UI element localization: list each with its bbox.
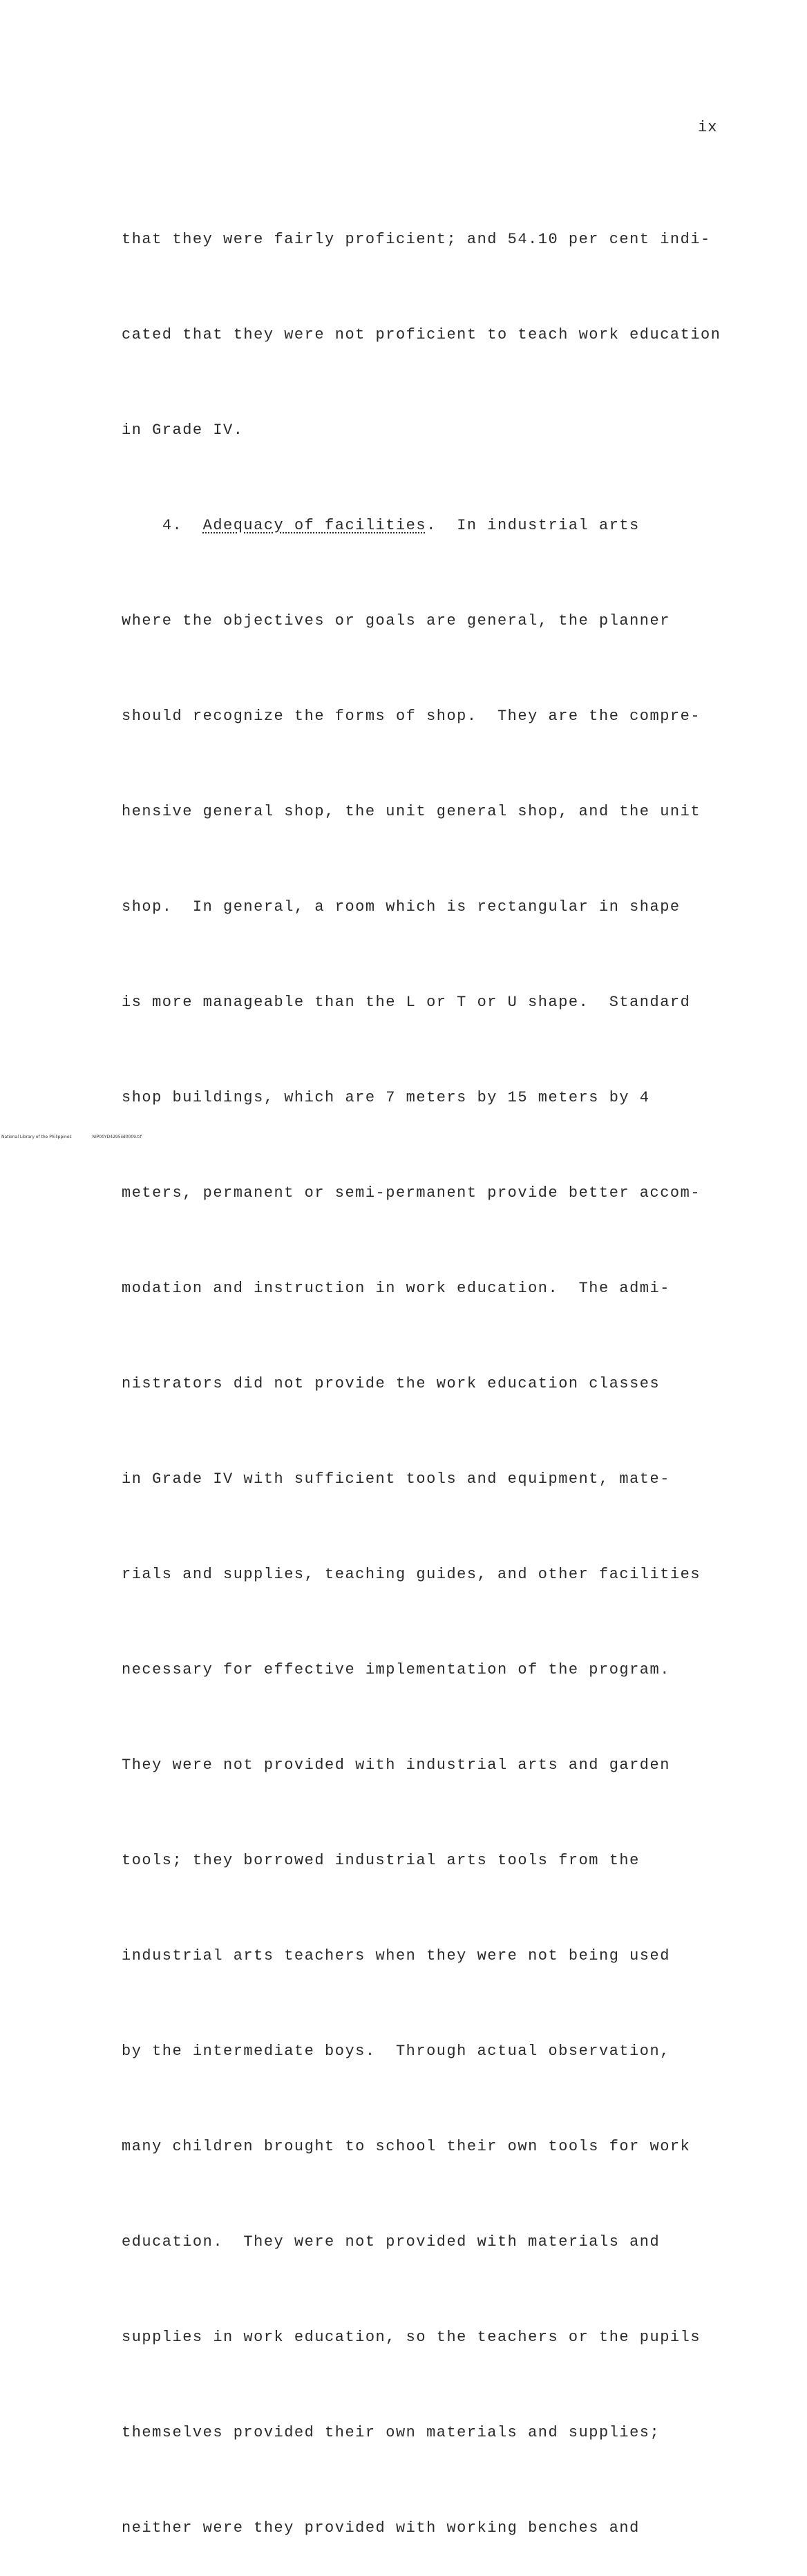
text-line: that they were fairly proficient; and 54.10 per cent indi-: [122, 231, 711, 248]
text-line: in Grade IV with sufficient tools and equipment, mate-: [122, 1470, 670, 1488]
text-line: tools; they borrowed industrial arts tools from the: [122, 1852, 640, 1869]
section-lead-text: In industrial arts: [457, 517, 640, 534]
text-line: should recognize the forms of shop. They are the compre-: [122, 708, 701, 725]
text-line: many children brought to school their own tools for work: [122, 2138, 691, 2155]
text-line: shop buildings, which are 7 meters by 15 meters by 4: [122, 1089, 650, 1106]
text-line: They were not provided with industrial arts and garden: [122, 1756, 670, 1774]
section-number: 4.: [162, 517, 183, 534]
text-line: modation and instruction in work education. The admi-: [122, 1280, 670, 1297]
text-line: nistrators did not provide the work education classes: [122, 1375, 661, 1392]
section-title: Adequacy of facilities: [202, 517, 427, 534]
document-body: [122, 160, 743, 2576]
text-line: themselves provided their own materials and supplies;: [122, 2424, 661, 2441]
text-line: neither were they provided with working benches and: [122, 2519, 640, 2537]
section-heading-line: 4. Adequacy of facilities. In industrial arts: [162, 517, 640, 534]
text-line: shop. In general, a room which is rectangular in shape: [122, 898, 681, 916]
library-credit: National Library of the Philippines: [1, 1135, 72, 1139]
text-line: where the objectives or goals are general, the planner: [122, 612, 670, 629]
text-line: by the intermediate boys. Through actual observation,: [122, 2043, 670, 2060]
text-line: necessary for effective implementation of the program.: [122, 1661, 670, 1678]
scan-footer: [1, 1135, 161, 1139]
file-id: NIP00YD4295iid0009.tif: [92, 1135, 142, 1139]
text-line: hensive general shop, the unit general shop, and the unit: [122, 803, 701, 820]
text-line: is more manageable than the L or T or U shape. Standard: [122, 994, 691, 1011]
text-line: cated that they were not proficient to teach work education: [122, 326, 721, 343]
text-line: supplies in work education, so the teachers or the pupils: [122, 2329, 701, 2346]
text-line: in Grade IV.: [122, 422, 244, 439]
page-number: ix: [698, 119, 718, 136]
text-line: meters, permanent or semi-permanent provide better accom-: [122, 1184, 701, 1202]
text-line: rials and supplies, teaching guides, and other facilities: [122, 1566, 701, 1583]
text-line: education. They were not provided with materials and: [122, 2233, 661, 2251]
text-line: industrial arts teachers when they were not being used: [122, 1947, 670, 1964]
